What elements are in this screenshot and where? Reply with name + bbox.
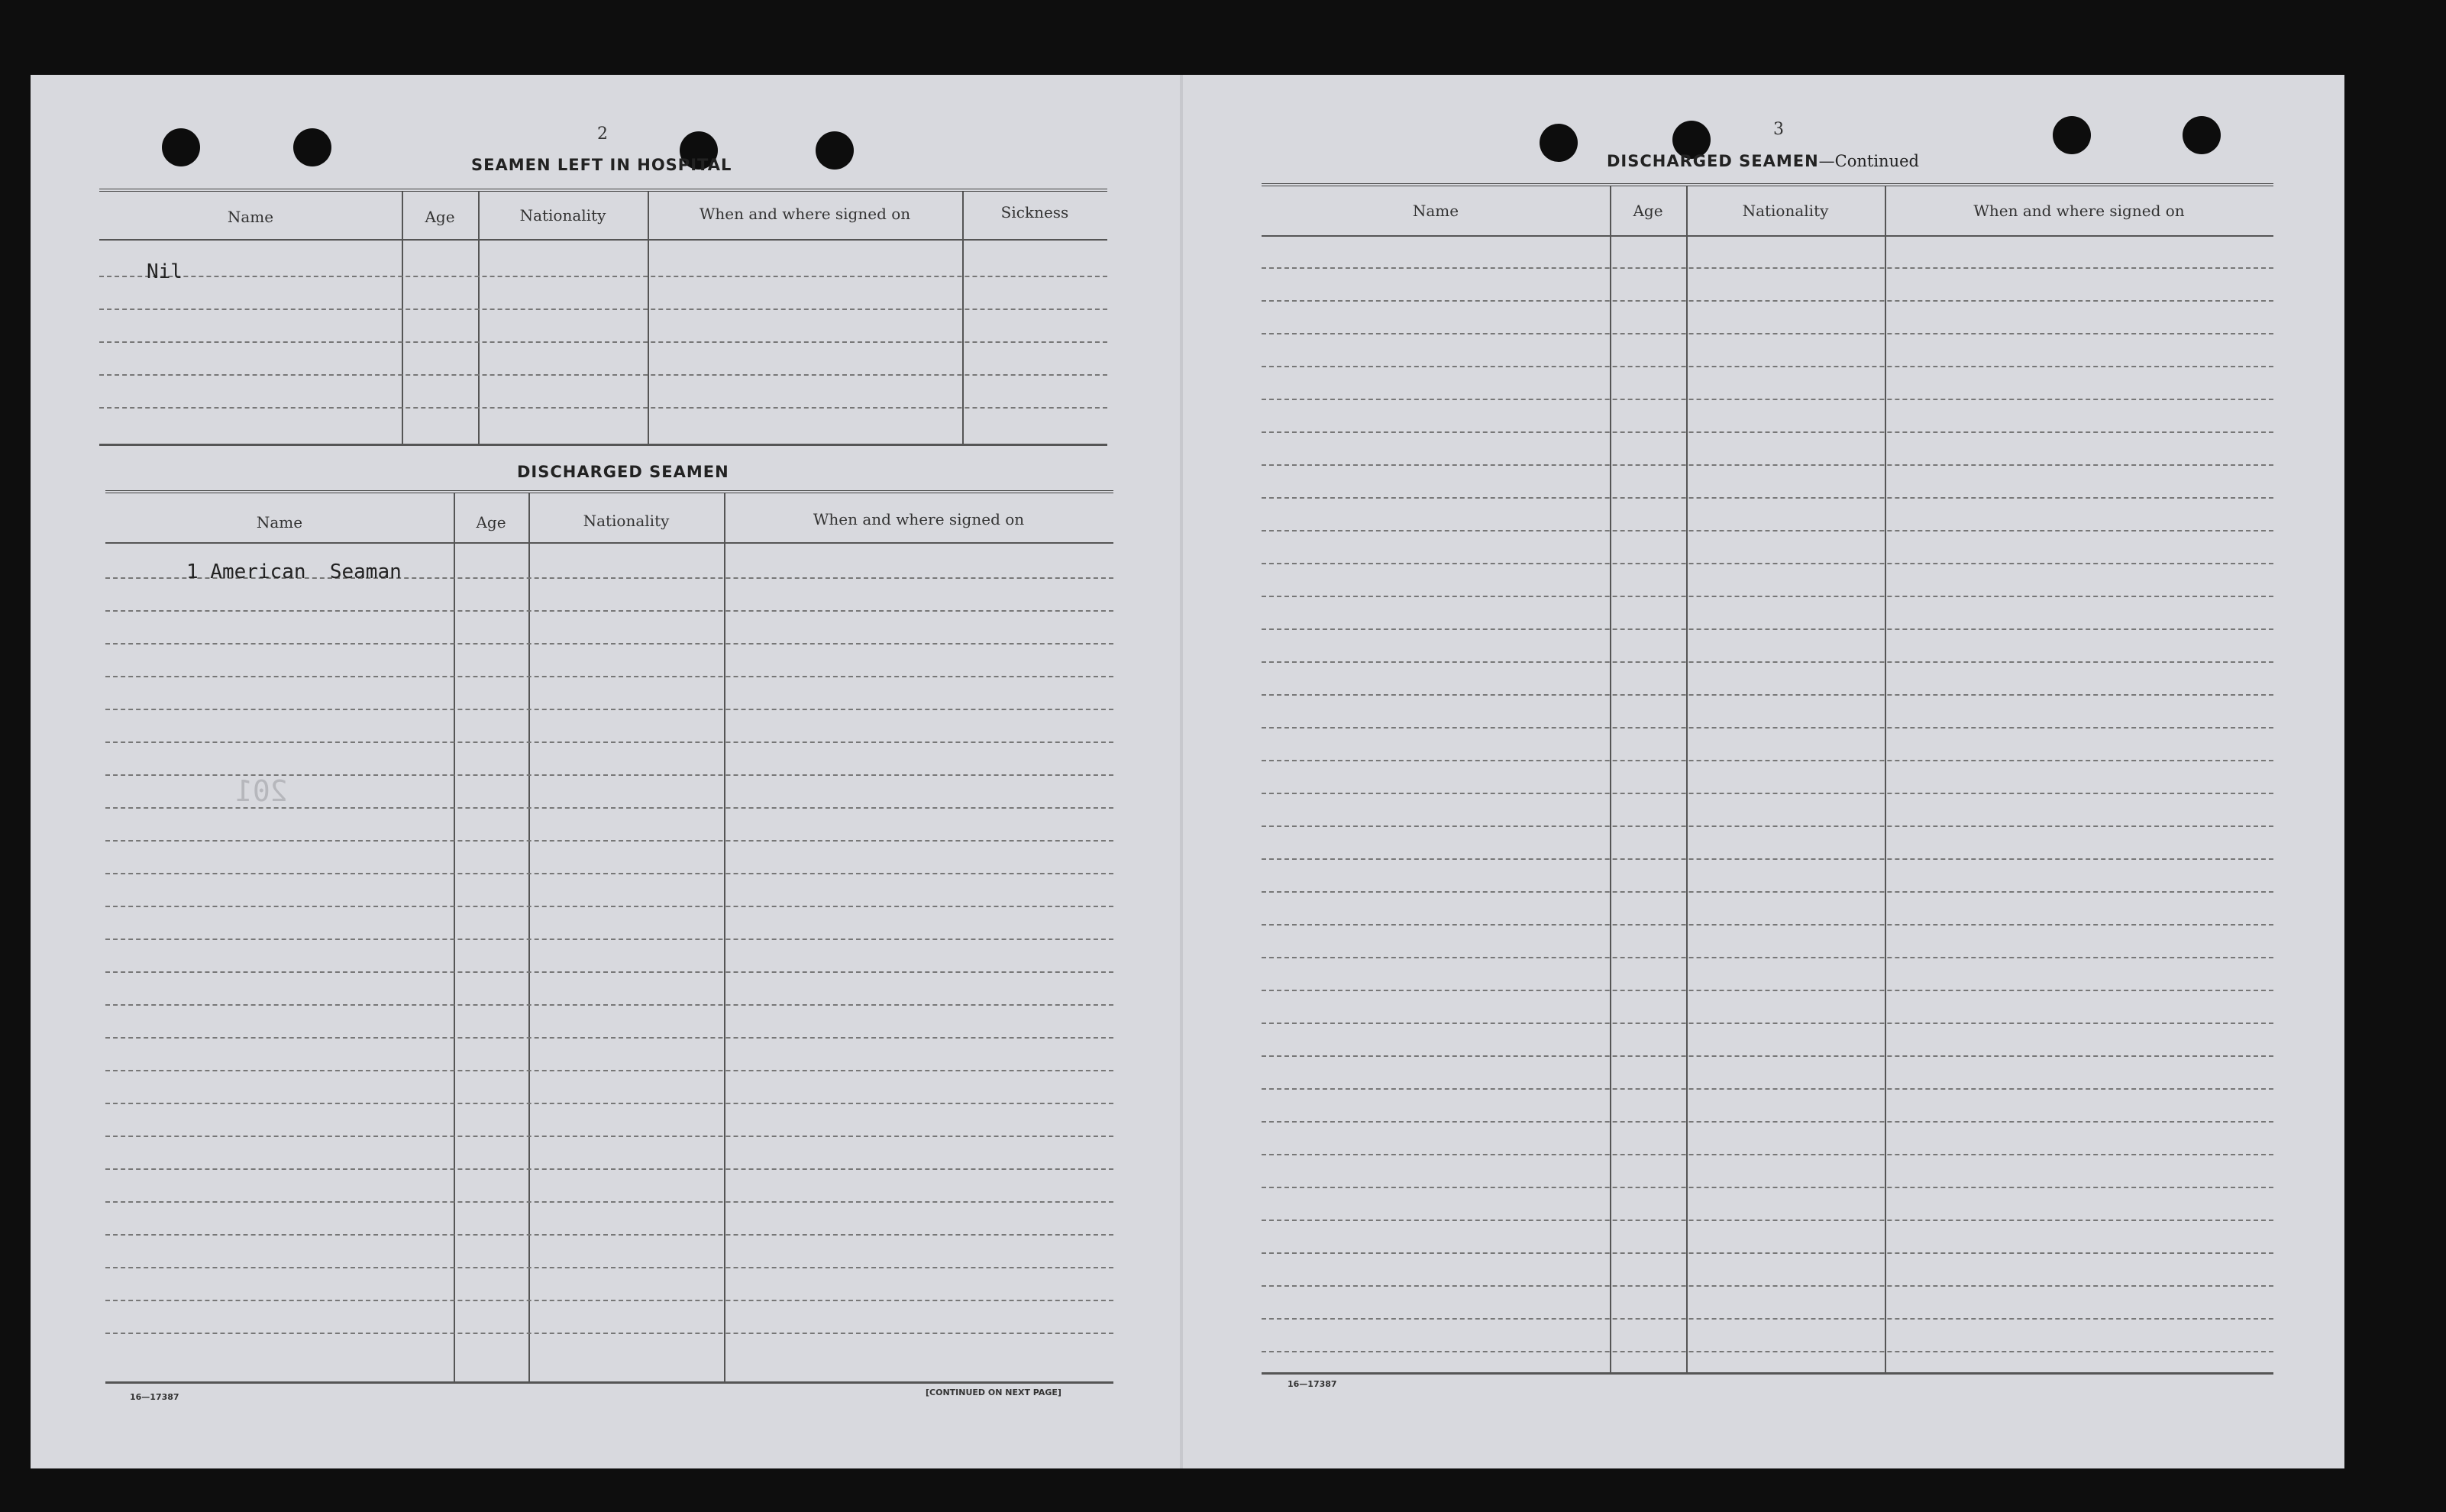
ruled-line: [1262, 1187, 2273, 1188]
ruled-line: [1262, 333, 2273, 334]
ruled-line: [1262, 464, 2273, 466]
discharged-entry: 1 American Seaman: [186, 561, 402, 583]
column-divider: [478, 192, 480, 444]
column-divider: [1885, 186, 1886, 1372]
discharged-continued-main: DISCHARGED SEAMEN: [1607, 152, 1819, 170]
ruled-line: [105, 610, 1113, 612]
column-divider: [1686, 186, 1688, 1372]
form-number-left: 16—17387: [130, 1392, 179, 1402]
ruled-line: [105, 906, 1113, 907]
punch-hole: [1540, 124, 1578, 162]
ruled-line: [1262, 300, 2273, 302]
ruled-line: [1262, 858, 2273, 860]
ruled-line: [105, 971, 1113, 973]
punch-hole: [162, 128, 200, 166]
ruled-line: [105, 1234, 1113, 1236]
ruled-line: [1262, 793, 2273, 794]
column-divider: [454, 493, 455, 1381]
ruled-line: [99, 276, 1107, 277]
col-header-nationality: Nationality: [583, 512, 670, 530]
ruled-line: [1262, 694, 2273, 696]
col-header-nationality: Nationality: [519, 206, 606, 225]
column-divider: [962, 192, 964, 444]
page-number-right: 3: [1773, 120, 1784, 139]
ruled-line: [1262, 891, 2273, 893]
ruled-line: [1262, 825, 2273, 827]
col-header-age: Age: [1633, 202, 1663, 220]
discharged-table-left: [105, 490, 1113, 1384]
form-number-right: 16—17387: [1288, 1379, 1337, 1389]
column-divider: [528, 493, 530, 1381]
ruled-line: [105, 1168, 1113, 1170]
page-number-left: 2: [597, 124, 608, 144]
ruled-line: [1262, 760, 2273, 761]
ruled-line: [105, 1004, 1113, 1006]
ruled-line: [1262, 1154, 2273, 1155]
ruled-line: [1262, 497, 2273, 499]
ruled-line: [105, 873, 1113, 874]
discharged-section-title: DISCHARGED SEAMEN: [517, 463, 729, 481]
col-header-signed-on: When and where signed on: [699, 205, 911, 223]
ruled-line: [105, 1070, 1113, 1071]
col-header-name: Name: [256, 513, 303, 531]
punch-hole: [2053, 116, 2091, 154]
ruled-line: [1262, 661, 2273, 663]
ruled-line: [105, 1037, 1113, 1039]
col-header-nationality: Nationality: [1742, 202, 1829, 220]
ruled-line: [1262, 1121, 2273, 1123]
ruled-line: [105, 643, 1113, 645]
discharged-table-right: [1262, 183, 2273, 1375]
punch-hole: [293, 128, 331, 166]
ruled-line: [1262, 1220, 2273, 1221]
ruled-line: [99, 407, 1107, 409]
col-header-signed-on: When and where signed on: [813, 510, 1025, 528]
punch-hole: [2183, 116, 2221, 154]
ruled-line: [1262, 1055, 2273, 1057]
col-header-name: Name: [1412, 202, 1459, 220]
ruled-line: [105, 1300, 1113, 1301]
column-divider: [724, 493, 725, 1381]
ruled-line: [105, 709, 1113, 710]
hospital-table: [99, 189, 1107, 446]
ruled-line: [105, 1267, 1113, 1268]
page-fold: [1180, 75, 1183, 1468]
ruled-line: [1262, 530, 2273, 531]
hospital-section-title: SEAMEN LEFT IN HOSPITAL: [471, 156, 732, 174]
ruled-line: [1262, 1252, 2273, 1254]
ruled-line: [1262, 1318, 2273, 1320]
ruled-line: [1262, 1088, 2273, 1090]
ruled-line: [1262, 267, 2273, 269]
ruled-line: [105, 1136, 1113, 1137]
ruled-line: [99, 374, 1107, 376]
ruled-line: [1262, 563, 2273, 564]
ruled-line: [105, 939, 1113, 940]
ruled-line: [1262, 399, 2273, 400]
ruled-line: [99, 341, 1107, 343]
ruled-line: [105, 1333, 1113, 1334]
ruled-line: [105, 840, 1113, 842]
ruled-line: [105, 676, 1113, 677]
hospital-entry: Nil: [147, 260, 183, 283]
col-header-age: Age: [476, 513, 506, 531]
ruled-line: [1262, 727, 2273, 729]
ruled-line: [1262, 1285, 2273, 1287]
col-header-age: Age: [425, 208, 455, 226]
ruled-line: [1262, 596, 2273, 597]
faint-stamp-number: 201: [235, 774, 288, 808]
discharged-continued-suffix: —Continued: [1818, 152, 1919, 170]
column-divider: [1610, 186, 1611, 1372]
ruled-line: [105, 1103, 1113, 1104]
ruled-line: [105, 1201, 1113, 1203]
ruled-line: [1262, 924, 2273, 926]
ruled-line: [1262, 431, 2273, 433]
continued-note: [CONTINUED ON NEXT PAGE]: [926, 1388, 1061, 1397]
discharged-continued-title: [1607, 152, 1919, 170]
punch-hole: [816, 131, 854, 170]
ruled-line: [105, 741, 1113, 743]
ruled-line: [1262, 990, 2273, 991]
ruled-line: [1262, 366, 2273, 367]
ruled-line: [1262, 1023, 2273, 1024]
ruled-line: [1262, 957, 2273, 958]
col-header-name: Name: [227, 208, 274, 226]
ruled-line: [1262, 1351, 2273, 1352]
column-divider: [648, 192, 649, 444]
col-header-sickness: Sickness: [1000, 203, 1069, 221]
column-divider: [402, 192, 403, 444]
ruled-line: [1262, 628, 2273, 630]
ruled-line: [99, 309, 1107, 310]
col-header-signed-on: When and where signed on: [1973, 202, 2185, 220]
